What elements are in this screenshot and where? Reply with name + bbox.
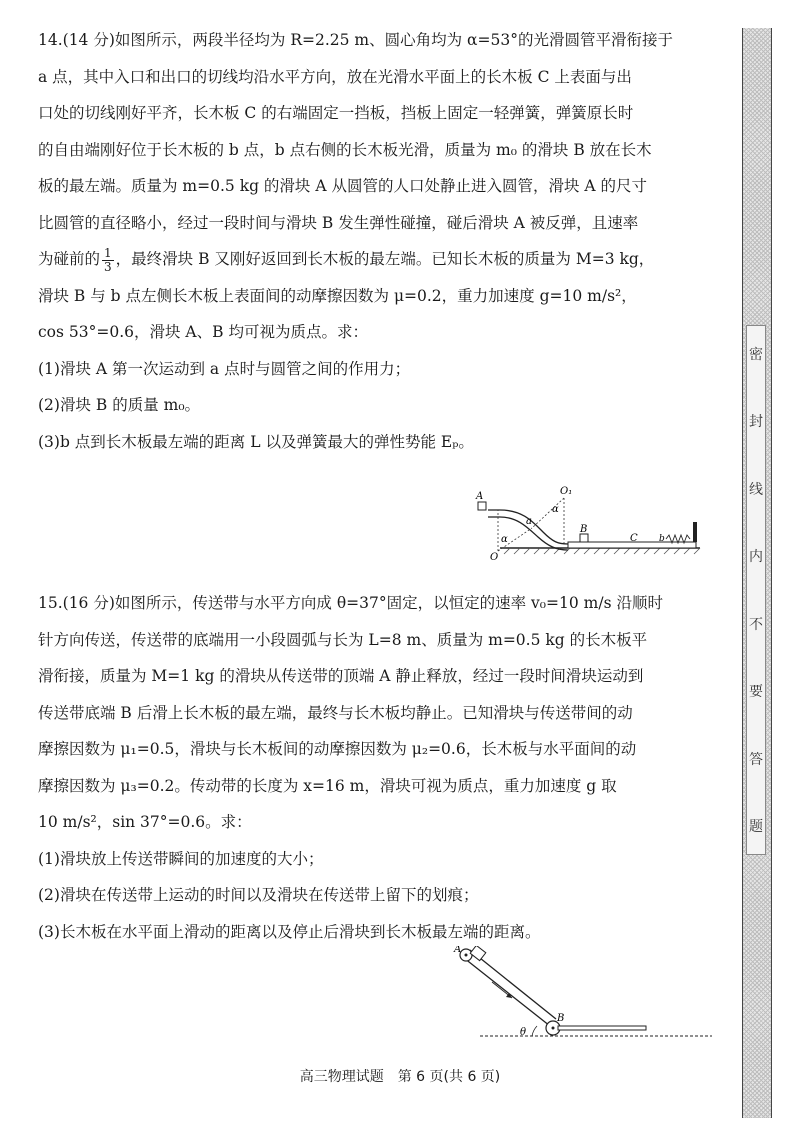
fig14-label-C: C: [630, 533, 638, 544]
q15-subquestion-3: (3)长木板在水平面上滑动的距离以及停止后滑块到长木板最左端的距离。: [38, 922, 541, 941]
seal-char: 答: [749, 751, 763, 768]
seal-line-notice: [746, 325, 766, 855]
q15-line: 摩擦因数为 μ₁=0.5，滑块与长木板间的动摩擦因数为 μ₂=0.6，长木板与水平面间的动: [38, 740, 637, 758]
fig14-label-O: O: [490, 552, 499, 562]
fraction-numerator: 1: [104, 245, 112, 260]
q15-line: 针方向传送，传送带的底端用一小段圆弧与长为 L=8 m、质量为 m=0.5 kg 的长木板平: [38, 630, 648, 649]
q15-line: 传送带底端 B 后滑上长木板的最左端，最终与长木板均静止。已知滑块与传送带间的动: [38, 703, 633, 722]
q15-line: 10 m/s²，sin 37°=0.6。求：: [38, 813, 252, 831]
q14-line7-end: ，最终滑块 B 又刚好返回到长木板的最左端。已知长木板的质量为 M=3 kg，: [115, 250, 655, 268]
fig14-label-A: A: [476, 491, 484, 502]
fig14-label-B: B: [580, 524, 588, 535]
q14-subquestion-1: (1)滑块 A 第一次运动到 a 点时与圆管之间的作用力；: [38, 359, 411, 378]
fraction-denominator: 3: [104, 259, 112, 274]
seal-char: 密: [749, 347, 763, 363]
q14-line: [38, 241, 703, 278]
seal-char: 线: [749, 481, 763, 498]
seal-char: 题: [749, 818, 763, 835]
question-15: [38, 585, 703, 950]
q15-subquestion-1: (1)滑块放上传送带瞬间的加速度的大小；: [38, 849, 324, 868]
q15-subquestion-2: (2)滑块在传送带上运动的时间以及滑块在传送带上留下的划痕；: [38, 886, 479, 904]
fig14-label-b: b: [659, 534, 665, 544]
seal-char: 内: [749, 549, 763, 566]
figure-14-tube-board-spring: [468, 482, 708, 562]
fig15-label-A: A: [454, 946, 462, 955]
q14-line: 口处的切线刚好平齐，长木板 C 的右端固定一挡板，挡板上固定一轻弹簧，弹簧原长时: [38, 104, 634, 122]
q14-line: 板的最左端。质量为 m=0.5 kg 的滑块 A 从圆管的人口处静止进入圆管，滑块 A 的尺寸: [38, 177, 648, 195]
q14-line: 的自由端刚好位于长木板的 b 点，b 点右侧的长木板光滑，质量为 m₀ 的滑块 B 放在长木: [38, 140, 652, 159]
fig14-label-a: a: [526, 516, 532, 527]
q14-line: 14.(14 分)如图所示，两段半径均为 R=2.25 m、圆心角均为 α=53°的光滑圆管平滑衔接于: [38, 31, 673, 49]
fig14-label-alpha-bottom: α: [501, 534, 508, 545]
q15-line: 摩擦因数为 μ₃=0.2。传动带的长度为 x=16 m，滑块可视为质点，重力加速度 g 取: [38, 776, 617, 795]
seal-char: 要: [749, 684, 763, 701]
q14-line: a 点，其中入口和出口的切线均沿水平方向，放在光滑水平面上的长木板 C 上表面与出: [38, 67, 632, 86]
figure-15-conveyor-belt: [440, 946, 715, 1046]
q14-subquestion-3: (3)b 点到长木板最左端的距离 L 以及弹簧最大的弹性势能 Eₚ。: [38, 432, 474, 451]
q14-line7-start: 为碰前的: [38, 250, 101, 268]
fig15-label-B: B: [557, 1013, 565, 1024]
q14-line: 滑块 B 与 b 点左侧长木板上表面间的动摩擦因数为 μ=0.2，重力加速度 g=10 m/s²，: [38, 286, 637, 305]
q15-line: 15.(16 分)如图所示，传送带与水平方向成 θ=37°固定，以恒定的速率 v₀=10 m/s 沿顺时: [38, 594, 663, 612]
fig14-label-O1: O₁: [560, 486, 573, 497]
fig15-label-theta: θ: [520, 1027, 527, 1038]
seal-char: 不: [749, 616, 763, 633]
page-footer: 高三物理试题 第 6 页(共 6 页): [299, 1069, 501, 1085]
q14-subquestion-2: (2)滑块 B 的质量 m₀。: [38, 396, 201, 414]
q14-line: cos 53°=0.6，滑块 A、B 均可视为质点。求：: [38, 323, 368, 341]
q15-line: 滑衔接，质量为 M=1 kg 的滑块从传送带的顶端 A 静止释放，经过一段时间滑块运动到: [38, 667, 644, 685]
q14-line: 比圆管的直径略小，经过一段时间与滑块 B 发生弹性碰撞，碰后滑块 A 被反弹，且速率: [38, 213, 639, 232]
question-14: [38, 22, 703, 460]
fraction-one-third: [102, 247, 114, 274]
seal-char: 封: [749, 414, 763, 431]
fig14-label-alpha-top: α: [552, 504, 559, 515]
